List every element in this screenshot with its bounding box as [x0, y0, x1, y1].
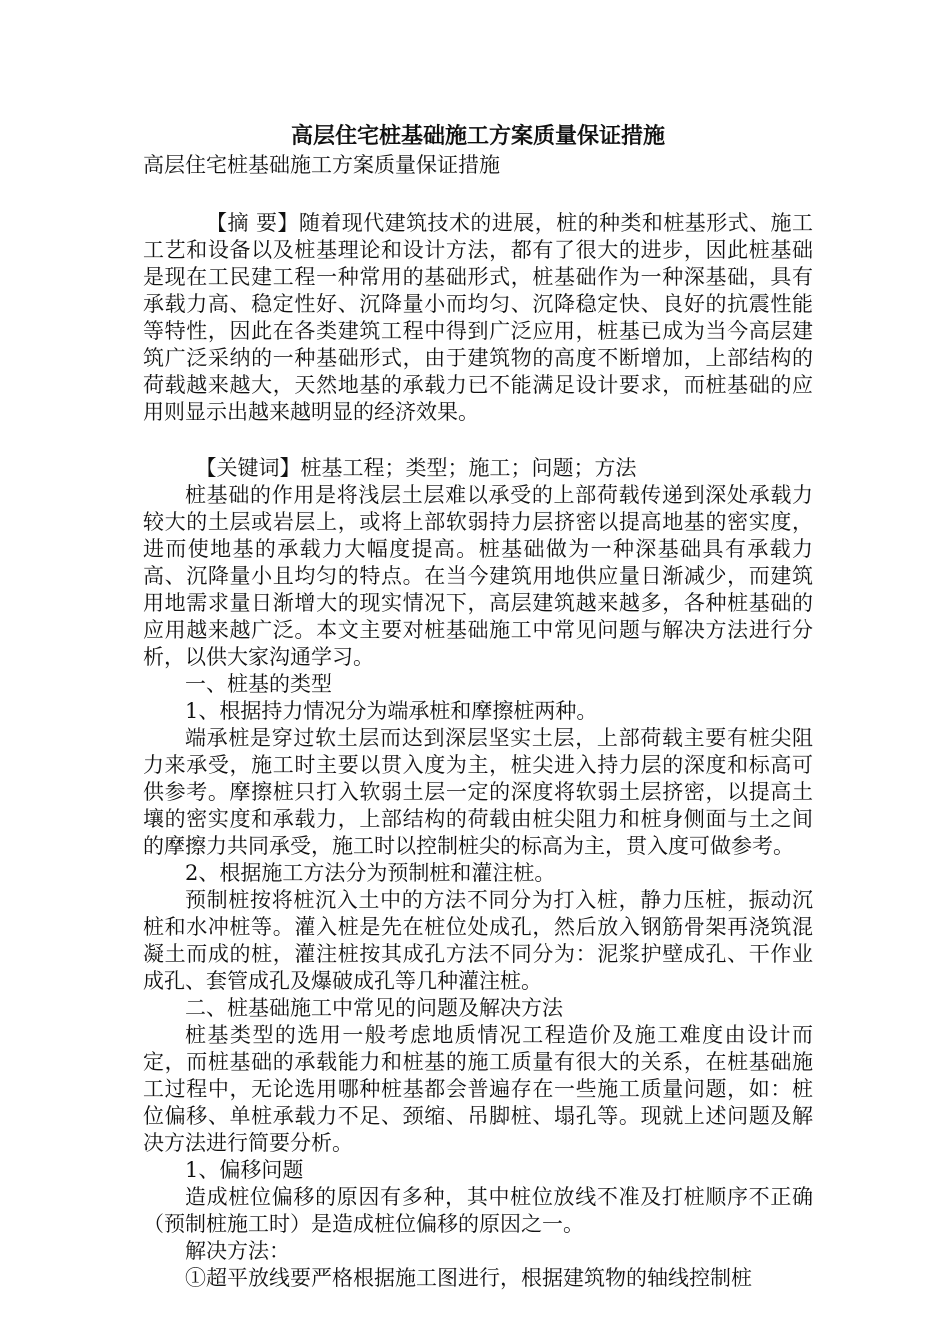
subsection-heading: 1、根据持力情况分为端承桩和摩擦桩两种。: [185, 699, 598, 723]
keywords-line: 【关键词】桩基工程；类型；施工；问题；方法: [195, 456, 637, 480]
subsection-heading: 2、根据施工方法分为预制桩和灌注桩。: [185, 861, 556, 885]
section-heading: 二、桩基础施工中常见的问题及解决方法: [185, 996, 563, 1020]
list-item: ①超平放线要严格根据施工图进行，根据建筑物的轴线控制桩: [185, 1266, 752, 1290]
document-body: [143, 120, 813, 1292]
body-paragraph: 端承桩是穿过软土层而达到深层坚实土层，上部荷载主要有桩尖阻力来承受，施工时主要以贯入度为主，桩尖进入持力层的深度和标高可供参考。摩擦桩只打入软弱土层一定的深度将软弱土层挤密，以提高土壤的密实度和承载力，上部结构的荷载由桩尖阻力和桩身侧面与土之间的摩擦力共同承受，施工时以控制桩尖的标高为主，贯入度可做参考。: [143, 726, 813, 858]
section-heading: 一、桩基的类型: [185, 672, 332, 696]
body-paragraph: 预制桩按将桩沉入土中的方法不同分为打入桩，静力压桩，振动沉桩和水冲桩等。灌入桩是先在桩位处成孔，然后放入钢筋骨架再浇筑混凝土而成的桩，灌注桩按其成孔方法不同分为：泥浆护壁成孔、干作业成孔、套管成孔及爆破成孔等几种灌注桩。: [143, 888, 813, 993]
abstract-paragraph: 【摘 要】随着现代建筑技术的进展，桩的种类和桩基形式、施工工艺和设备以及桩基理论和设计方法，都有了很大的进步，因此桩基础是现在工民建工程一种常用的基础形式，桩基础作为一种深基础，具有承载力高、稳定性好、沉降量小而均匀、沉降稳定快、良好的抗震性能等特性，因此在各类建筑工程中得到广泛应用，桩基已成为当今高层建筑广泛采纳的一种基础形式，由于建筑物的高度不断增加，上部结构的荷载越来越大，天然地基的承载力已不能满足设计要求，而桩基础的应用则显示出越来越明显的经济效果。: [143, 211, 813, 424]
blank-line: [143, 426, 813, 455]
document-title: 高层住宅桩基础施工方案质量保证措施: [290, 123, 665, 149]
document-subtitle: 高层住宅桩基础施工方案质量保证措施: [143, 153, 500, 177]
body-paragraph: 桩基类型的选用一般考虑地质情况工程造价及施工难度由设计而定，而桩基础的承载能力和桩基的施工质量有很大的关系，在桩基础施工过程中，无论选用哪种桩基都会普遍存在一些施工质量问题，如：桩位偏移、单桩承载力不足、颈缩、吊脚桩、塌孔等。现就上述问题及解决方法进行简要分析。: [143, 1023, 813, 1155]
blank-line: [143, 181, 813, 210]
subsection-heading: 1、偏移问题: [185, 1158, 304, 1182]
body-paragraph: 造成桩位偏移的原因有多种，其中桩位放线不准及打桩顺序不正确（预制桩施工时）是造成桩位偏移的原因之一。: [143, 1185, 813, 1236]
intro-paragraph: 桩基础的作用是将浅层土层难以承受的上部荷载传递到深处承载力较大的土层或岩层上，或将上部软弱持力层挤密以提高地基的密实度，进而使地基的承载力大幅度提高。桩基础做为一种深基础具有承载力高、沉降量小且均匀的特点。在当今建筑用地供应量日渐减少，而建筑用地需求量日渐增大的现实情况下，高层建筑越来越多，各种桩基础的应用越来越广泛。本文主要对桩基础施工中常见问题与解决方法进行分析，以供大家沟通学习。: [143, 483, 813, 669]
solution-label: 解决方法：: [185, 1239, 290, 1263]
